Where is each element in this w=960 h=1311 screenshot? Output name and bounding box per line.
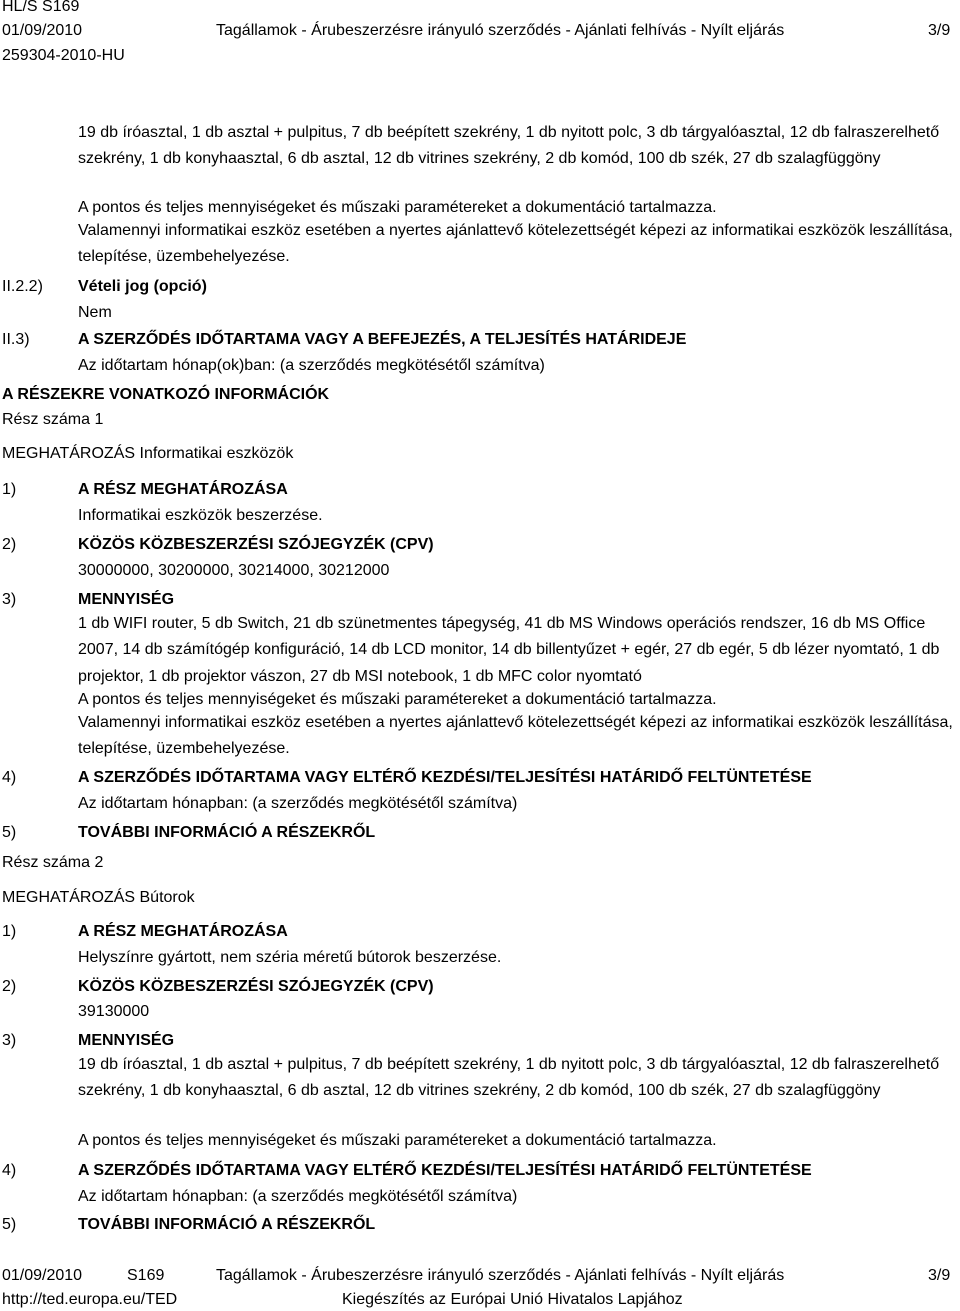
part-1-item-4-title: A SZERZŐDÉS IDŐTARTAMA VAGY ELTÉRŐ KEZDÉSI/TELJESÍTÉSI HATÁRIDŐ FELTÜNTETÉSE [78,769,812,786]
footer-page-number: 3/9 [928,1267,951,1284]
part-1-item-2-number: 2) [2,536,17,553]
header-page-number: 3/9 [928,22,951,39]
footer-title: Tagállamok - Árubeszerzésre irányuló szerződés - Ajánlati felhívás - Nyílt eljárás [216,1267,785,1284]
header-date: 01/09/2010 [2,22,83,39]
part-1-item-5-title: TOVÁBBI INFORMÁCIÓ A RÉSZEKRŐL [78,824,376,841]
part-2-definition: MEGHATÁROZÁS Bútorok [2,889,195,906]
part-2-item-3-note: A pontos és teljes mennyiségeket és műszaki paramétereket a dokumentáció tartalmazza. [78,1132,717,1149]
part-1-definition: MEGHATÁROZÁS Informatikai eszközök [2,445,294,462]
top-quantity-description: 19 db íróasztal, 1 db asztal + pulpitus, 7 db beépített szekrény, 1 db nyitott polc, 3 db tárgyalóasztal, 12 db falraszerelhető szekrény, 1 db konyhaasztal, 6 db asztal, 12 db vitrines szekrény, 2 db komód, 100 db szék, 27 db szalagfüggöny [78,124,940,168]
top-quantity-note: A pontos és teljes mennyiségeket és műszaki paramétereket a dokumentáció tartalmazza. [78,199,717,216]
part-1-item-3-value: 1 db WIFI router, 5 db Switch, 21 db szünetmentes tápegység, 41 db MS Windows operációs rendszer, 16 db MS Office 2007, 14 db számítógép konfiguráció, 14 db LCD monitor, 14 db billentyűzet + egér, 27 db egér, 5 db lézer nyomtató, 1 db projektor, 1 db projektor vászon, 27 db MSI notebook, 1 db MFC color nyomtató [78,615,940,685]
parts-heading: A RÉSZEKRE VONATKOZÓ INFORMÁCIÓK [2,386,330,403]
header-title: Tagállamok - Árubeszerzésre irányuló szerződés - Ajánlati felhívás - Nyílt eljárás [216,22,785,39]
part-2-item-5-number: 5) [2,1216,17,1233]
part-1-item-1-value: Informatikai eszközök beszerzése. [78,507,323,524]
part-2-item-2-title: KÖZÖS KÖZBESZERZÉSI SZÓJEGYZÉK (CPV) [78,978,434,995]
part-1-item-3-title: MENNYISÉG [78,591,175,608]
part-1-item-2-title: KÖZÖS KÖZBESZERZÉSI SZÓJEGYZÉK (CPV) [78,536,434,553]
section-number-ii-3: II.3) [2,331,30,348]
part-1-item-5-number: 5) [2,824,17,841]
part-1-number: Rész száma 1 [2,411,104,428]
part-2-item-3-value: 19 db íróasztal, 1 db asztal + pulpitus, 7 db beépített szekrény, 1 db nyitott polc, 3 db tárgyalóasztal, 12 db falraszerelhető szekrény, 1 db konyhaasztal, 6 db asztal, 12 db vitrines szekrény, 2 db komód, 100 db szék, 27 db szalagfüggöny [78,1056,940,1100]
section-number-ii-2-2: II.2.2) [2,278,43,295]
part-1-item-1-number: 1) [2,481,17,498]
part-2-item-2-value: 39130000 [78,1003,150,1020]
footer-code: S169 [127,1267,165,1284]
part-2-item-2-number: 2) [2,978,17,995]
part-2-item-4-number: 4) [2,1162,17,1179]
top-it-delivery-note: Valamennyi informatikai eszköz esetében a nyertes ajánlattevő kötelezettségét képezi az informatikai eszközök leszállítása, telepítése, üzembehelyezése. [78,222,953,266]
part-2-item-4-value: Az időtartam hónapban: (a szerződés megkötésétől számítva) [78,1188,518,1205]
part-2-item-5-title: TOVÁBBI INFORMÁCIÓ A RÉSZEKRŐL [78,1216,376,1233]
header-document-id: 259304-2010-HU [2,47,125,64]
part-1-item-4-value: Az időtartam hónapban: (a szerződés megkötésétől számítva) [78,795,518,812]
contract-duration-title: A SZERZŐDÉS IDŐTARTAMA VAGY A BEFEJEZÉS, A TELJESÍTÉS HATÁRIDEJE [78,331,687,348]
header-code: HL/S S169 [2,0,80,15]
part-1-item-3-delivery-note: Valamennyi informatikai eszköz esetében a nyertes ajánlattevő kötelezettségét képezi az informatikai eszközök leszállítása, telepítése, üzembehelyezése. [78,714,953,758]
part-2-item-4-title: A SZERZŐDÉS IDŐTARTAMA VAGY ELTÉRŐ KEZDÉSI/TELJESÍTÉSI HATÁRIDŐ FELTÜNTETÉSE [78,1162,812,1179]
part-2-item-1-value: Helyszínre gyártott, nem széria méretű bútorok beszerzése. [78,949,502,966]
footer-publisher: Kiegészítés az Európai Unió Hivatalos Lapjához [342,1291,683,1308]
part-1-item-1-title: A RÉSZ MEGHATÁROZÁSA [78,481,288,498]
option-right-value: Nem [78,304,112,321]
part-1-item-4-number: 4) [2,769,17,786]
part-1-item-3-note: A pontos és teljes mennyiségeket és műszaki paramétereket a dokumentáció tartalmazza. [78,691,717,708]
part-2-item-1-number: 1) [2,923,17,940]
contract-duration-value: Az időtartam hónap(ok)ban: (a szerződés megkötésétől számítva) [78,357,545,374]
part-2-item-3-title: MENNYISÉG [78,1032,175,1049]
part-1-item-2-value: 30000000, 30200000, 30214000, 30212000 [78,562,390,579]
part-1-item-3-number: 3) [2,591,17,608]
option-right-title: Vételi jog (opció) [78,278,207,295]
part-2-item-3-number: 3) [2,1032,17,1049]
part-2-item-1-title: A RÉSZ MEGHATÁROZÁSA [78,923,288,940]
footer-url-link[interactable]: http://ted.europa.eu/TED [2,1291,178,1308]
part-2-number: Rész száma 2 [2,854,104,871]
footer-date: 01/09/2010 [2,1267,83,1284]
